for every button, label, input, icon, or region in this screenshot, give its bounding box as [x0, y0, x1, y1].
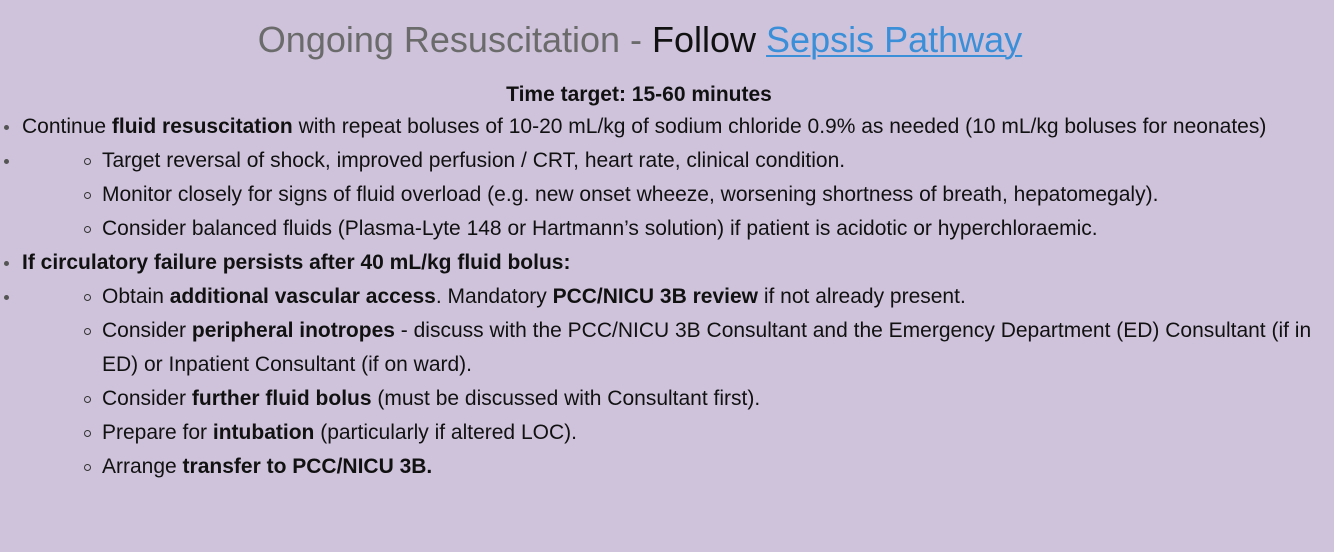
sublist-item-balanced-fluids: Consider balanced fluids (Plasma-Lyte 148 or Hartmann’s solution) if patient is acidotic or hyperchloraemic.	[0, 212, 1334, 246]
fluid-sublist-container	[0, 144, 1334, 246]
sublist-item-intubation: Prepare for intubation (particularly if altered LOC).	[0, 416, 1334, 450]
circulatory-sublist	[0, 280, 1334, 484]
sublist-item-inotropes: Consider peripheral inotropes - discuss with the PCC/NICU 3B Consultant and the Emergency Department (ED) Consultant (if in ED) or Inpatient Consultant (if on ward).	[0, 314, 1334, 382]
resuscitation-list	[0, 110, 1334, 484]
fluid-resuscitation-emphasis: fluid resuscitation	[111, 115, 293, 138]
sublist-item-target-reversal: Target reversal of shock, improved perfusion / CRT, heart rate, clinical condition.	[0, 144, 1334, 178]
list-item-fluid-resuscitation: Continue fluid resuscitation with repeat boluses of 10-20 mL/kg of sodium chloride 0.9% as needed (10 mL/kg boluses for neonates)	[0, 110, 1334, 144]
sublist-item-vascular-access: Obtain additional vascular access. Mandatory PCC/NICU 3B review if not already present.	[0, 280, 1334, 314]
title-prefix: Ongoing Resuscitation -	[257, 19, 653, 60]
circulatory-sublist-container	[0, 280, 1334, 484]
sepsis-pathway-link[interactable]: Sepsis Pathway	[766, 19, 1023, 60]
title-follow: Follow	[652, 19, 767, 60]
fluid-sublist	[0, 144, 1334, 246]
sublist-item-monitor-overload: Monitor closely for signs of fluid overload (e.g. new onset wheeze, worsening shortness of breath, hepatomegaly).	[0, 178, 1334, 212]
sublist-item-transfer: Arrange transfer to PCC/NICU 3B.	[0, 450, 1334, 484]
page-title	[0, 18, 1280, 62]
list-item-circulatory-failure	[0, 246, 1334, 280]
circulatory-failure-heading: If circulatory failure persists after 40 mL/kg fluid bolus:	[22, 251, 571, 274]
main-list	[0, 110, 1334, 484]
time-target: Time target: 15-60 minutes	[506, 83, 772, 106]
sublist-item-fluid-bolus: Consider further fluid bolus (must be discussed with Consultant first).	[0, 382, 1334, 416]
